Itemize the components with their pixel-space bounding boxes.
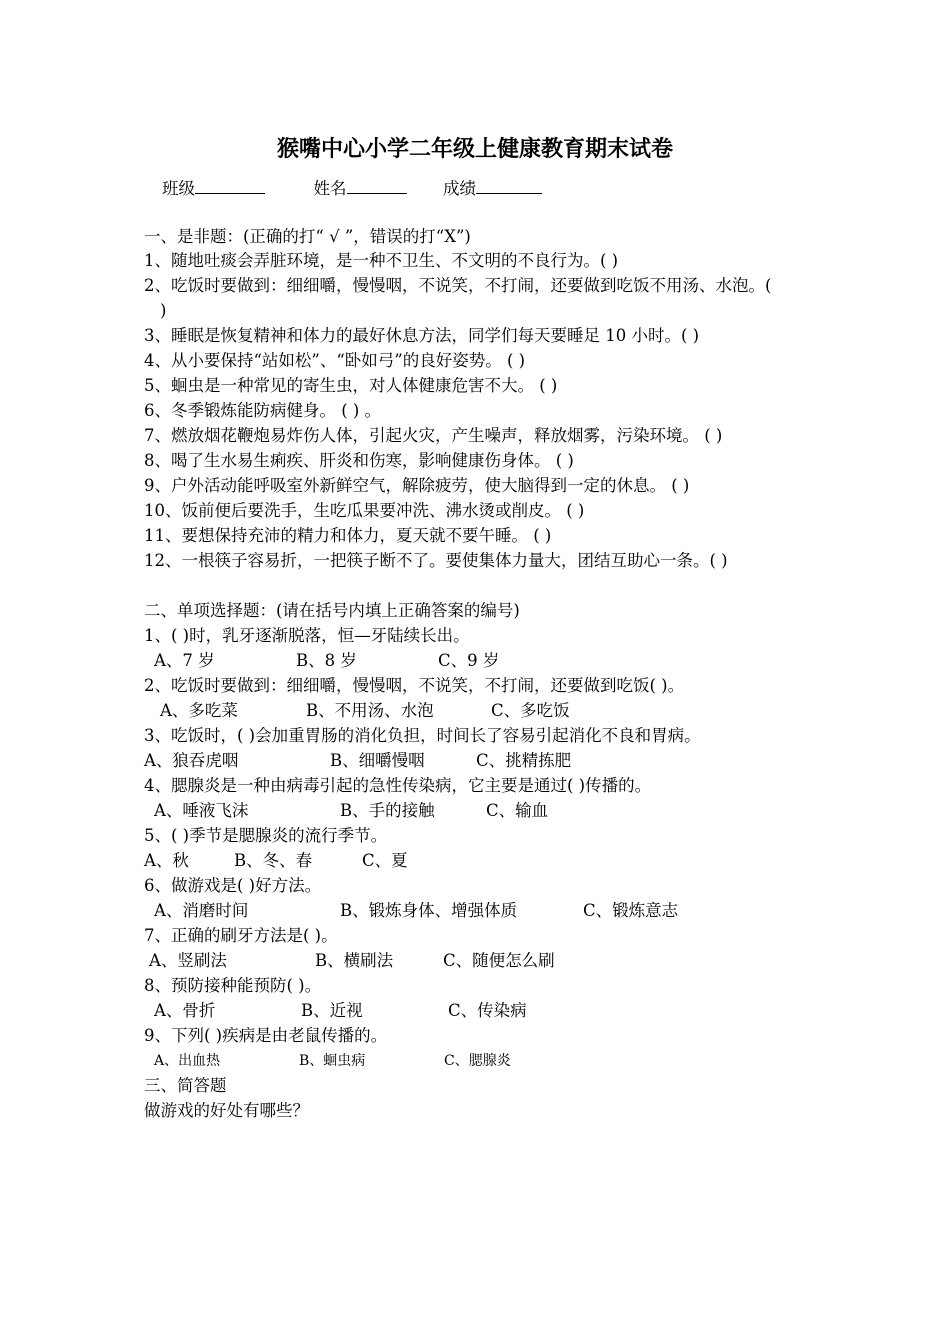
tf-item-3: 3、睡眠是恢复精神和体力的最好休息方法，同学们每天要睡足 10 小时。( ) <box>144 326 700 345</box>
option-a: A、竖刷法 <box>149 951 227 970</box>
mc-question-5: 5、( )季节是腮腺炎的流行季节。 <box>144 826 388 845</box>
tf-item-5: 5、蛔虫是一种常见的寄生虫，对人体健康危害不大。 ( ) <box>144 376 558 395</box>
tf-item-9: 9、户外活动能呼吸室外新鲜空气，解除疲劳，使大脑得到一定的休息。 ( ) <box>144 476 690 495</box>
page-title: 猴嘴中心小学二年级上健康教育期末试卷 <box>276 137 673 162</box>
mc-question-8: 8、预防接种能预防( )。 <box>144 976 322 995</box>
option-a: A、出血热 <box>154 1053 221 1069</box>
mc-options-8 <box>154 999 834 1023</box>
option-c: C、随便怎么刷 <box>443 951 555 970</box>
mc-options-2 <box>160 699 840 723</box>
mc-options-4 <box>154 799 834 823</box>
option-c: C、腮腺炎 <box>444 1053 511 1069</box>
option-a: A、狼吞虎咽 <box>144 751 239 770</box>
option-c: C、锻炼意志 <box>583 901 679 920</box>
short-answer-question: 做游戏的好处有哪些？ <box>144 1101 309 1120</box>
mc-question-6: 6、做游戏是( )好方法。 <box>144 876 322 895</box>
option-a: A、唾液飞沫 <box>154 801 249 820</box>
tf-item-4: 4、从小要保持“站如松”、“卧如弓”的良好姿势。 ( ) <box>144 351 526 370</box>
option-a: A、消磨时间 <box>154 901 249 920</box>
mc-question-2: 2、吃饭时要做到：细细嚼，慢慢咽，不说笑，不打闹，还要做到吃饭( )。 <box>144 676 685 695</box>
option-b: B、细嚼慢咽 <box>330 751 425 770</box>
mc-options-1 <box>154 649 834 673</box>
mc-question-3: 3、吃饭时，( )会加重胃肠的消化负担，时间长了容易引起消化不良和胃病。 <box>144 726 701 745</box>
name-label: 姓名 <box>313 179 347 198</box>
mc-question-9: 9、下列( )疾病是由老鼠传播的。 <box>144 1026 388 1045</box>
section3-heading: 三、简答题 <box>144 1076 227 1095</box>
score-blank[interactable] <box>476 175 542 194</box>
mc-options-5 <box>144 849 824 873</box>
option-c: C、多吃饭 <box>491 701 570 720</box>
option-a: A、骨折 <box>154 1001 216 1020</box>
tf-item-10: 10、饭前便后要洗手，生吃瓜果要冲洗、沸水烫或削皮。 ( ) <box>144 501 585 520</box>
mc-options-9 <box>154 1049 834 1073</box>
class-blank[interactable] <box>195 175 265 194</box>
option-b: B、8 岁 <box>296 651 357 670</box>
mc-question-7: 7、正确的刷牙方法是( )。 <box>144 926 338 945</box>
option-c: C、传染病 <box>448 1001 527 1020</box>
option-c: C、9 岁 <box>438 651 500 670</box>
option-b: B、蛔虫病 <box>299 1053 366 1069</box>
mc-options-3 <box>144 749 824 773</box>
option-b: B、手的接触 <box>340 801 435 820</box>
tf-item-2-cont: ) <box>160 301 167 320</box>
section2-heading: 二、单项选择题：(请在括号内填上正确答案的编号) <box>144 601 520 620</box>
option-a: A、多吃菜 <box>160 701 238 720</box>
student-info-row <box>162 175 842 201</box>
section1-heading: 一、是非题：(正确的打“ √ ”，错误的打“X”) <box>144 227 471 246</box>
mc-question-4: 4、腮腺炎是一种由病毒引起的急性传染病，它主要是通过( )传播的。 <box>144 776 652 795</box>
class-label: 班级 <box>162 179 195 198</box>
tf-item-2: 2、吃饭时要做到：细细嚼，慢慢咽，不说笑，不打闹，还要做到吃饭不用汤、水泡。( <box>144 276 772 295</box>
option-b: B、近视 <box>301 1001 363 1020</box>
option-c: C、夏 <box>362 851 408 870</box>
tf-item-7: 7、燃放烟花鞭炮易炸伤人体，引起火灾，产生噪声，释放烟雾，污染环境。 ( ) <box>144 426 723 445</box>
option-c: C、挑精拣肥 <box>476 751 572 770</box>
tf-item-11: 11、要想保持充沛的精力和体力，夏天就不要午睡。 ( ) <box>144 526 552 545</box>
option-a: A、7 岁 <box>154 651 215 670</box>
tf-item-12: 12、一根筷子容易折，一把筷子断不了。要使集体力量大，团结互助心一条。( ) <box>144 551 728 570</box>
mc-question-1: 1、( )时，乳牙逐渐脱落，恒—牙陆续长出。 <box>144 626 470 645</box>
option-c: C、输血 <box>486 801 549 820</box>
tf-item-8: 8、喝了生水易生痢疾、肝炎和伤寒，影响健康伤身体。 ( ) <box>144 451 574 470</box>
tf-item-1: 1、随地吐痰会弄脏环境，是一种不卫生、不文明的不良行为。( ) <box>144 251 619 270</box>
mc-options-7 <box>149 949 829 973</box>
option-a: A、秋 <box>144 851 189 870</box>
option-b: B、冬、春 <box>234 851 313 870</box>
option-b: B、锻炼身体、增强体质 <box>340 901 518 920</box>
mc-options-6 <box>154 899 834 923</box>
option-b: B、不用汤、水泡 <box>306 701 434 720</box>
name-blank[interactable] <box>347 175 407 194</box>
tf-item-6: 6、冬季锻炼能防病健身。 ( ) 。 <box>144 401 382 420</box>
score-label: 成绩 <box>443 179 476 198</box>
option-b: B、横刷法 <box>315 951 394 970</box>
